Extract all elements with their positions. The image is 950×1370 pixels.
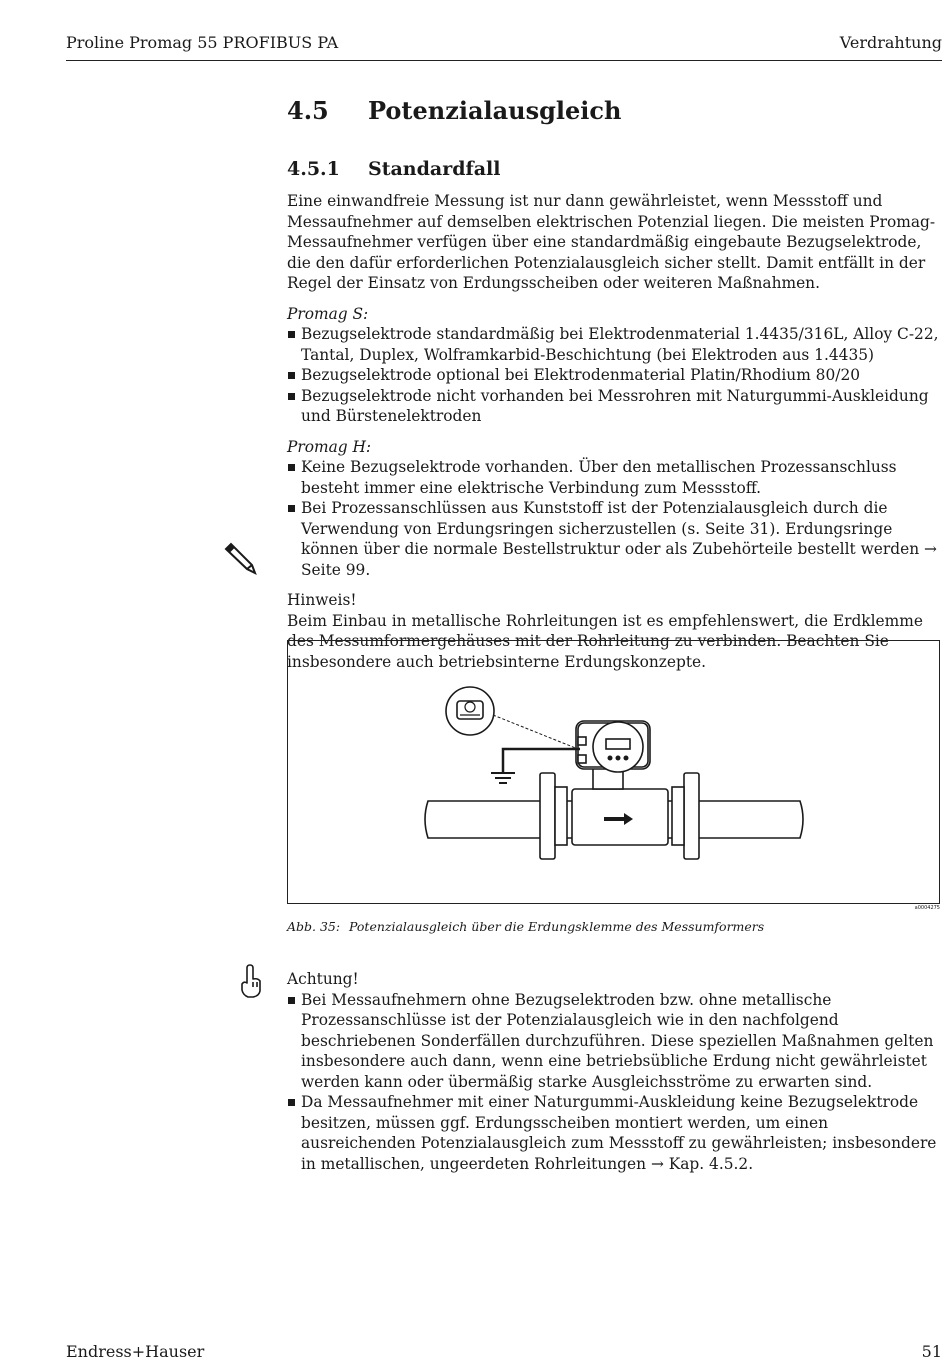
grounding-diagram	[288, 641, 939, 903]
section-heading	[287, 96, 622, 125]
intro-paragraph: Eine einwandfreie Messung ist nur dann gewährleistet, wenn Messstoff und Messaufnehmer auf demselben elektrischen Potenzial liegen. Die meisten Promag-Messaufnehmer verfügen über eine standardmäßig eingebaute Bezugselektrode, die den dafür erforderlichen Potenzialausgleich sicher stellt. Damit entfällt in der Regel der Einsatz von Erdungsscheiben oder weiteren Maßnahmen.	[287, 192, 936, 292]
subsection-heading	[287, 158, 500, 180]
promag-h-label: Promag H:	[287, 437, 372, 456]
caution-title: Achtung!	[287, 970, 359, 988]
figure-caption	[287, 919, 764, 934]
list-item: Bei Messaufnehmern ohne Bezugselektroden bzw. ohne metallische Prozessanschlüsse ist der Potenzialausgleich wie in den nachfolgend beschriebenen Sonderfällen durchzuführen. Diese speziellen Maßnahmen gelten insbesondere auch dann, wenn eine betriebsübliche Erdung nicht gewährleistet werden kann oder übermäßig starke Ausgleichsströme zu erwarten sind.	[287, 990, 942, 1093]
pointing-hand-icon	[240, 963, 264, 999]
list-item: Bezugselektrode standardmäßig bei Elektrodenmaterial 1.4435/316L, Alloy C-22, Tantal, Duplex, Wolframkarbid-Beschichtung (bei Elektroden aus 1.4435)	[287, 324, 942, 365]
caution-block	[287, 969, 942, 1174]
list-item: Bei Prozessanschlüssen aus Kunststoff ist der Potenzialausgleich durch die Verwendung von Erdungsringen sicherzustellen (s. Seite 31). Erdungsringe können über die normale Bestellstruktur oder als Zubehörteile bestellt werden → Seite 99.	[287, 498, 942, 580]
note-text: Beim Einbau in metallische Rohrleitungen ist es empfehlenswert, die Erdklemme des Messumformergehäuses mit der Rohrleitung zu verbinden. Beachten Sie insbesondere auch betriebsinterne Erdungskonzepte.	[287, 611, 923, 671]
pencil-icon	[222, 542, 258, 578]
note-title: Hinweis!	[287, 591, 357, 609]
list-item: Keine Bezugselektrode vorhanden. Über den metallischen Prozessanschluss besteht immer eine elektrische Verbindung zum Messstoff.	[287, 457, 942, 498]
figure-frame	[287, 640, 940, 904]
ground-symbol	[491, 773, 515, 783]
list-item: Da Messaufnehmer mit einer Naturgummi-Auskleidung keine Bezugselektrode besitzen, müssen ggf. Erdungsscheiben montiert werden, um einen ausreichenden Potenzialausgleich zum Messstoff zu gewährleisten; insbesondere in metallischen, ungeerdeten Rohrleitungen → Kap. 4.5.2.	[287, 1092, 942, 1174]
caption-text: Potenzialausgleich über die Erdungsklemme des Messumformers	[349, 919, 765, 934]
header-chapter: Verdrahtung	[839, 33, 942, 52]
subsection-title: Standardfall	[368, 158, 501, 180]
section-number: 4.5	[287, 96, 329, 125]
figure-code: a0004275	[914, 905, 940, 911]
caption-number: Abb. 35:	[287, 919, 341, 934]
promag-s-label: Promag S:	[287, 304, 369, 323]
subsection-number: 4.5.1	[287, 158, 340, 180]
list-item: Bezugselektrode nicht vorhanden bei Messrohren mit Naturgummi-Auskleidung und Bürstenelektroden	[287, 386, 942, 427]
header-rule	[66, 60, 942, 61]
main-text	[287, 191, 942, 672]
section-title: Potenzialausgleich	[368, 96, 622, 125]
footer-brand: Endress+Hauser	[66, 1342, 205, 1361]
page-number: 51	[921, 1342, 942, 1361]
promag-h-list	[287, 457, 942, 580]
ground-wire	[503, 749, 580, 773]
promag-s-list	[287, 324, 942, 427]
header-product: Proline Promag 55 PROFIBUS PA	[66, 33, 339, 52]
caution-list	[287, 990, 942, 1175]
list-item: Bezugselektrode optional bei Elektrodenmaterial Platin/Rhodium 80/20	[287, 365, 942, 386]
